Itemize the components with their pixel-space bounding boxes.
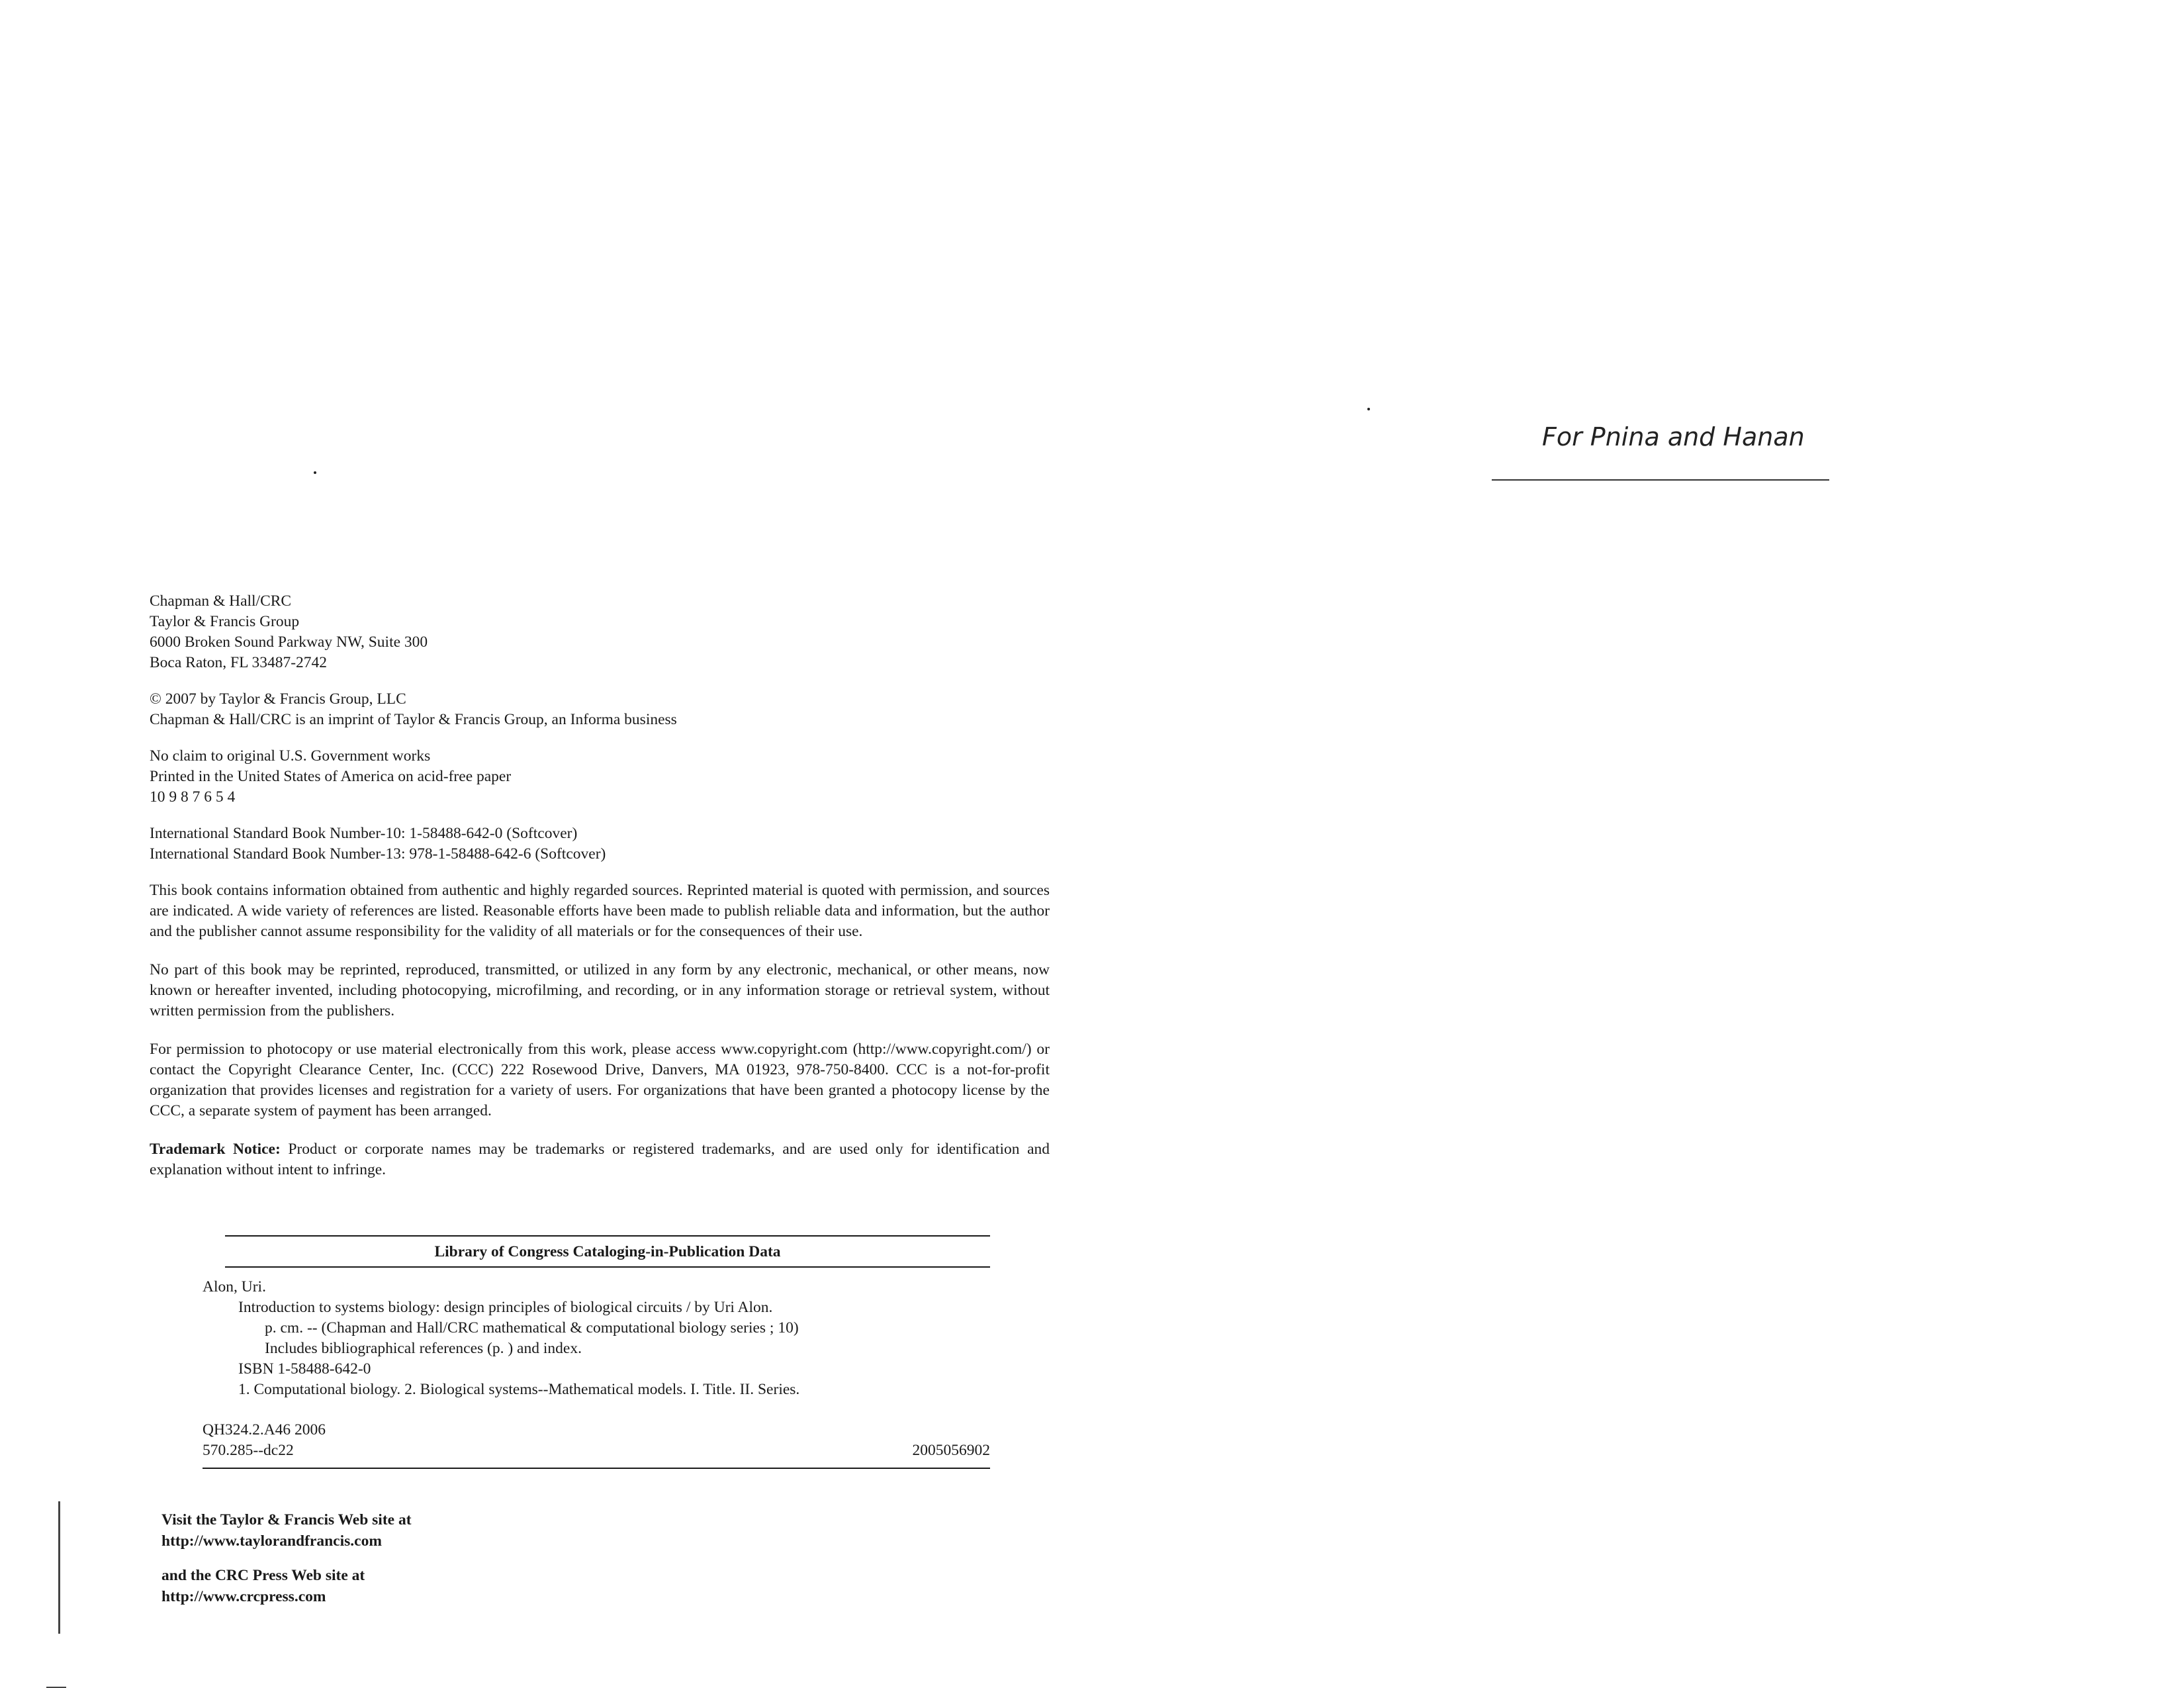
spacer	[161, 1552, 412, 1565]
trademark-paragraph	[150, 1139, 1050, 1180]
permission-paragraph: For permission to photocopy or use material electronically from this work, please access www.copyright.com (http://www.copyright.com/) or contact the Copyright Clearance Center, Inc. (CCC) 222 Rosewood Drive, Danvers, MA 01923, 978-750-8400. CCC is a not-for-profit organization that provides licenses and registration for a variety of users. For organizations that have been granted a photocopy license by the CCC, a separate system of payment has been arranged.	[150, 1041, 1050, 1119]
publisher-address	[150, 591, 1050, 673]
cip-subjects: 1. Computational biology. 2. Biological systems--Mathematical models. I. Title. II. Series.	[238, 1381, 800, 1398]
dedication-rule	[1492, 479, 1829, 481]
cip-heading-rule	[225, 1266, 990, 1268]
scan-speck	[1367, 408, 1370, 410]
copyright-page	[150, 591, 1050, 1198]
trademark-label: Trademark Notice:	[150, 1141, 281, 1158]
crc-visit-line: and the CRC Press Web site at	[161, 1567, 365, 1584]
cip-author: Alon, Uri.	[203, 1278, 266, 1295]
cip-pcm: p. cm. -- (Chapman and Hall/CRC mathematical & computational biology series ; 10)	[265, 1319, 799, 1336]
copyright-line: © 2007 by Taylor & Francis Group, LLC	[150, 690, 406, 708]
cip-title: Introduction to systems biology: design principles of biological circuits / by Uri Alon.	[238, 1299, 773, 1316]
sources-paragraph: This book contains information obtained from authentic and highly regarded sources. Reprinted material is quoted with permission, and sources are indicated. A wide variety of references are listed. Reasonable efforts have been made to publish reliable data and information, but the author and the publisher cannot assume responsibility for the validity of all materials or for the consequences of their use.	[150, 882, 1050, 940]
address-line: 6000 Broken Sound Parkway NW, Suite 300	[150, 633, 428, 651]
crc-url: http://www.crcpress.com	[161, 1588, 326, 1605]
dedication-text: For Pnina and Hanan	[1542, 422, 1805, 451]
isbn-10: International Standard Book Number-10: 1-58488-642-0 (Softcover)	[150, 825, 578, 842]
cip-bibliography: Includes bibliographical references (p. ) and index.	[265, 1340, 582, 1357]
printing-line: 10 9 8 7 6 5 4	[150, 788, 236, 806]
cip-isbn: ISBN 1-58488-642-0	[238, 1360, 371, 1378]
printing-line: Printed in the United States of America on acid-free paper	[150, 768, 512, 785]
copyright-notice	[150, 689, 1050, 730]
web-sites	[161, 1509, 412, 1607]
lc-class-number: QH324.2.A46 2006	[203, 1421, 326, 1438]
dewey-number: 570.285--dc22	[203, 1442, 294, 1459]
trademark-text: Product or corporate names may be trademarks or registered trademarks, and are used only for identification and explanation without intent to infringe.	[150, 1141, 1050, 1178]
cip-data-block	[203, 1235, 990, 1469]
tf-visit-line: Visit the Taylor & Francis Web site at	[161, 1511, 412, 1528]
address-line: Taylor & Francis Group	[150, 613, 300, 630]
scan-speck	[314, 471, 316, 474]
reprint-paragraph: No part of this book may be reprinted, reproduced, transmitted, or utilized in any form by any electronic, mechanical, or other means, now known or hereafter invented, including photocopying, microfilming, and recording, or in any information storage or retrieval system, without written permission from the publishers.	[150, 961, 1050, 1019]
cip-heading: Library of Congress Cataloging-in-Publication Data	[434, 1243, 781, 1260]
cip-classification	[203, 1420, 990, 1461]
printing-line: No claim to original U.S. Government works	[150, 747, 431, 765]
isbn-block	[150, 823, 1050, 865]
address-line: Chapman & Hall/CRC	[150, 592, 292, 610]
cip-body	[203, 1277, 990, 1461]
isbn-13: International Standard Book Number-13: 978-1-58488-642-6 (Softcover)	[150, 845, 606, 863]
tf-url: http://www.taylorandfrancis.com	[161, 1532, 382, 1550]
address-line: Boca Raton, FL 33487-2742	[150, 654, 328, 671]
scan-margin-mark	[58, 1501, 60, 1634]
imprint-line: Chapman & Hall/CRC is an imprint of Taylor & Francis Group, an Informa business	[150, 711, 677, 728]
printing-info	[150, 746, 1050, 808]
cip-bottom-rule	[203, 1468, 990, 1469]
lccn-number: 2005056902	[912, 1442, 990, 1459]
